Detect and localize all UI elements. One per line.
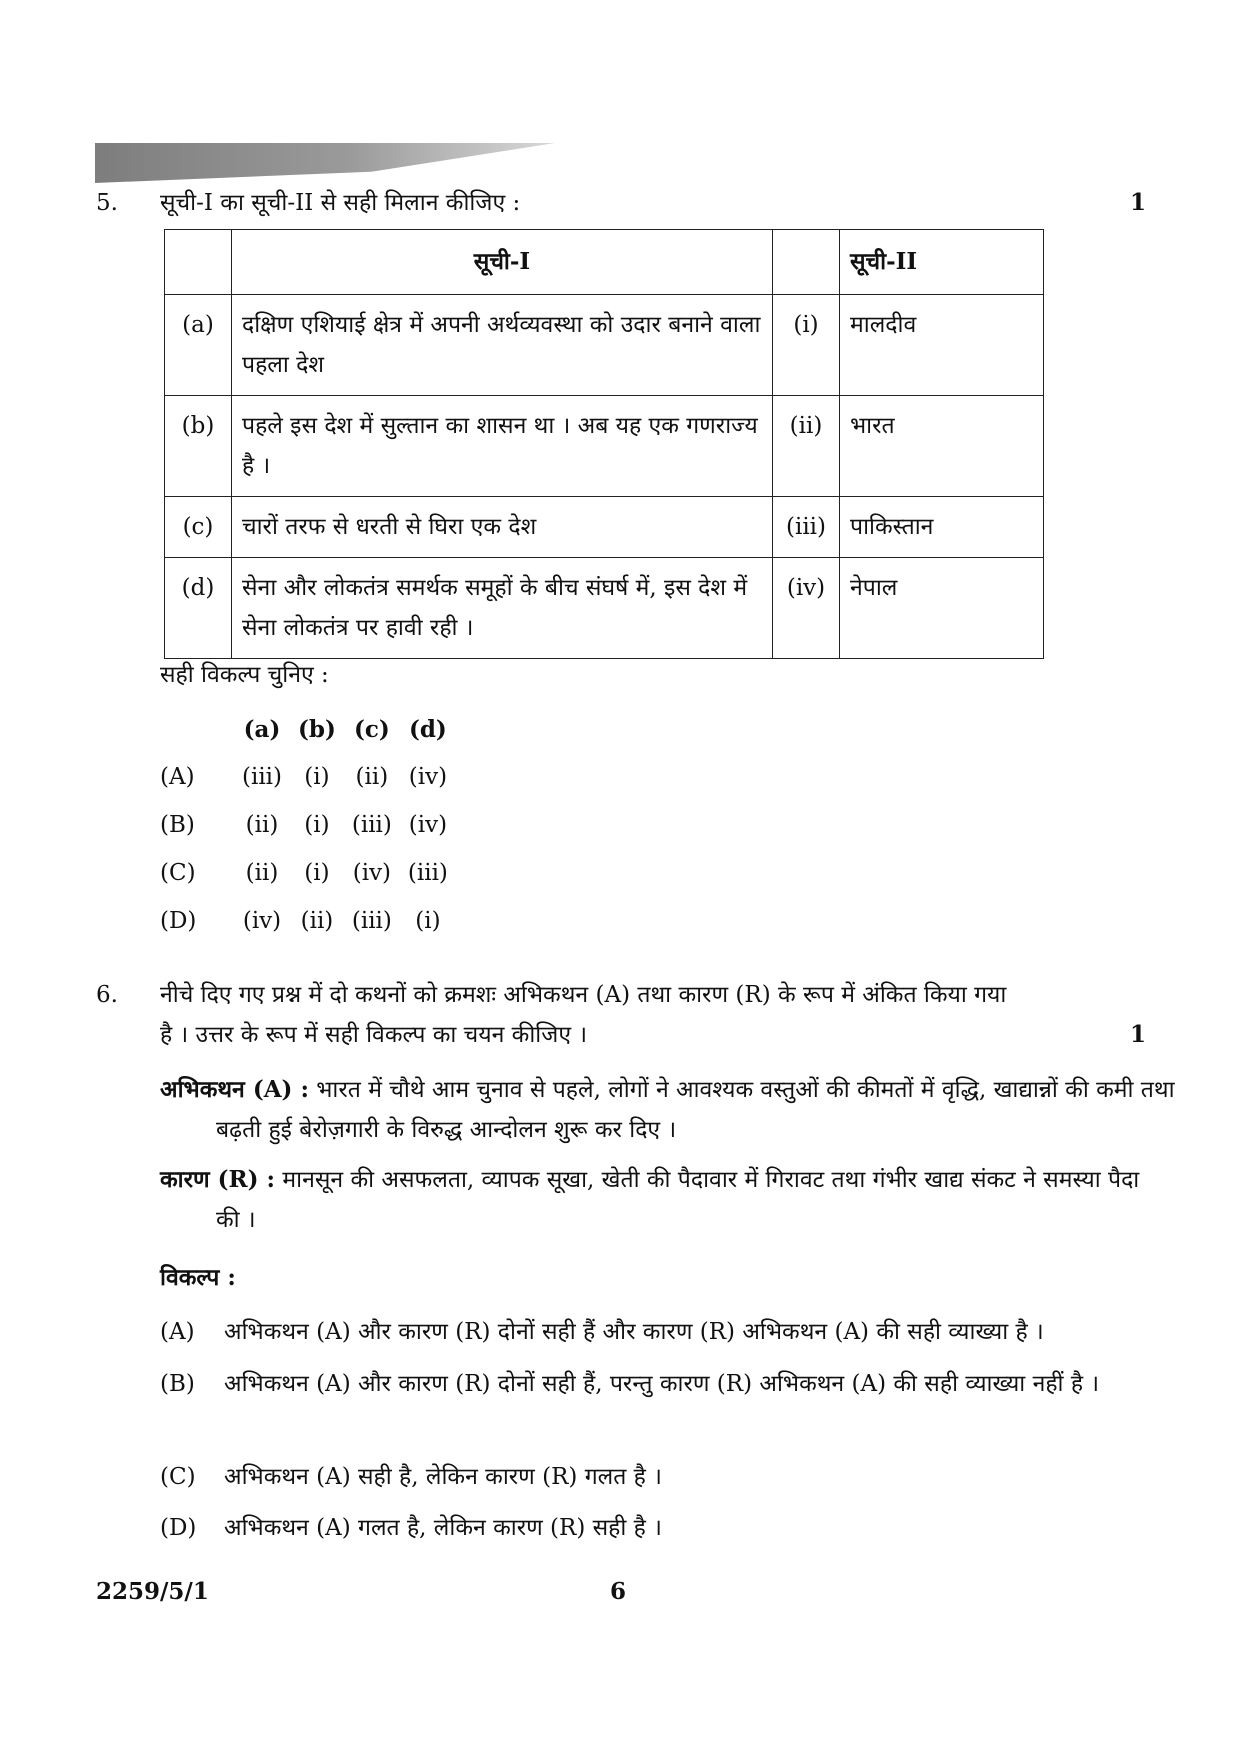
option-value: (iv) (352, 860, 392, 886)
row-text-1: दक्षिण एशियाई क्षेत्र में अपनी अर्थव्यवस्था को उदार बनाने वाला पहला देश (232, 295, 773, 396)
table-row (165, 396, 1044, 497)
q5-marks: 1 (1130, 189, 1147, 216)
row-text-2: नेपाल (840, 558, 1044, 659)
option-label: (B) (160, 812, 195, 838)
option-value: (iv) (242, 908, 282, 934)
choice-label: (D) (160, 1515, 197, 1541)
option-value: (i) (415, 908, 441, 934)
choice-label: (B) (160, 1371, 195, 1397)
row-text-1: चारों तरफ से धरती से घिरा एक देश (232, 497, 773, 558)
option-value: (i) (304, 860, 330, 886)
header-list-1: सूची-I (232, 230, 773, 295)
header-empty-2 (773, 230, 840, 295)
options-label: विकल्प : (160, 1264, 236, 1291)
row-text-1: सेना और लोकतंत्र समर्थक समूहों के बीच संघर्ष में, इस देश में सेना लोकतंत्र पर हावी रही । (232, 558, 773, 659)
option-value: (iii) (351, 812, 392, 838)
table-row (165, 295, 1044, 396)
row-text-1: पहले इस देश में सुल्तान का शासन था । अब यह एक गणराज्य है । (232, 396, 773, 497)
paper-code: 2259/5/1 (96, 1578, 209, 1605)
choice-text: अभिकथन (A) और कारण (R) दोनों सही हैं, परन्तु कारण (R) अभिकथन (A) की सही व्याख्या नहीं है । (224, 1371, 1100, 1397)
choice-text: अभिकथन (A) सही है, लेकिन कारण (R) गलत है । (224, 1464, 662, 1490)
q6-marks: 1 (1130, 1021, 1147, 1048)
option-value: (iv) (408, 812, 448, 838)
option-value: (iii) (351, 908, 392, 934)
table-row (165, 497, 1044, 558)
q6-prompt-line2: है । उत्तर के रूप में सही विकल्प का चयन कीजिए । (160, 1022, 588, 1048)
reason-text: मानसून की असफलता, व्यापक सूखा, खेती की पैदावार में गिरावट तथा गंभीर खाद्य संकट ने समस्या पैदा की । (216, 1167, 1140, 1233)
option-col-header: (c) (353, 715, 390, 743)
reason-block (160, 1160, 1156, 1240)
option-row-d[interactable] (160, 897, 456, 945)
row-label-2: (i) (773, 295, 840, 396)
row-label-1: (d) (165, 558, 232, 659)
option-value: (iii) (407, 860, 448, 886)
row-label-1: (a) (165, 295, 232, 396)
row-label-1: (c) (165, 497, 232, 558)
assertion-label: अभिकथन (A) : (160, 1076, 309, 1103)
row-label-2: (iv) (773, 558, 840, 659)
row-text-2: मालदीव (840, 295, 1044, 396)
assertion-block (160, 1070, 1176, 1150)
row-label-2: (iii) (773, 497, 840, 558)
option-value: (i) (304, 764, 330, 790)
row-label-1: (b) (165, 396, 232, 497)
choice-label: (C) (160, 1464, 196, 1490)
q5-number: 5. (96, 190, 118, 216)
header-list-2: सूची-II (840, 230, 1044, 295)
row-label-2: (ii) (773, 396, 840, 497)
option-value: (ii) (300, 908, 334, 934)
row-text-2: पाकिस्तान (840, 497, 1044, 558)
option-value: (ii) (245, 860, 279, 886)
option-value: (iii) (242, 764, 283, 790)
q6-prompt-line1: नीचे दिए गए प्रश्न में दो कथनों को क्रमशः अभिकथन (A) तथा कारण (R) के रूप में अंकित किया गया (160, 982, 1007, 1008)
table-row (165, 558, 1044, 659)
header-empty-1 (165, 230, 232, 295)
option-col-header: (d) (408, 715, 447, 743)
option-col-header: (a) (243, 715, 281, 743)
option-value: (ii) (355, 764, 389, 790)
option-value: (i) (304, 812, 330, 838)
match-table-header (165, 230, 1044, 295)
choice-text: अभिकथन (A) और कारण (R) दोनों सही हैं और कारण (R) अभिकथन (A) की सही व्याख्या है । (224, 1319, 1044, 1345)
header-decorative-bar (95, 143, 555, 183)
option-label: (D) (160, 908, 197, 934)
q6-number: 6. (96, 982, 118, 1008)
choice-label: (A) (160, 1319, 195, 1345)
options-header-row (160, 705, 456, 753)
match-table (164, 229, 1044, 659)
row-text-2: भारत (840, 396, 1044, 497)
option-value: (ii) (245, 812, 279, 838)
reason-label: कारण (R) : (160, 1166, 276, 1193)
option-label: (A) (160, 764, 195, 790)
assertion-text: भारत में चौथे आम चुनाव से पहले, लोगों ने आवश्यक वस्तुओं की कीमतों में वृद्धि, खाद्यान्नों की कमी तथा बढ़ती हुई बेरोज़गारी के विरुद्ध आन्दोलन शुरू कर दिए । (216, 1077, 1175, 1143)
option-row-a[interactable] (160, 753, 456, 801)
answer-options-grid (160, 705, 456, 945)
option-col-header: (b) (298, 715, 336, 743)
option-label: (C) (160, 860, 196, 886)
q5-prompt: सूची-I का सूची-II से सही मिलान कीजिए : (160, 190, 521, 216)
choose-option-text: सही विकल्प चुनिए : (160, 662, 329, 688)
option-row-c[interactable] (160, 849, 456, 897)
page-number: 6 (610, 1578, 627, 1605)
choice-text: अभिकथन (A) गलत है, लेकिन कारण (R) सही है । (224, 1515, 662, 1541)
option-value: (iv) (408, 764, 448, 790)
option-row-b[interactable] (160, 801, 456, 849)
